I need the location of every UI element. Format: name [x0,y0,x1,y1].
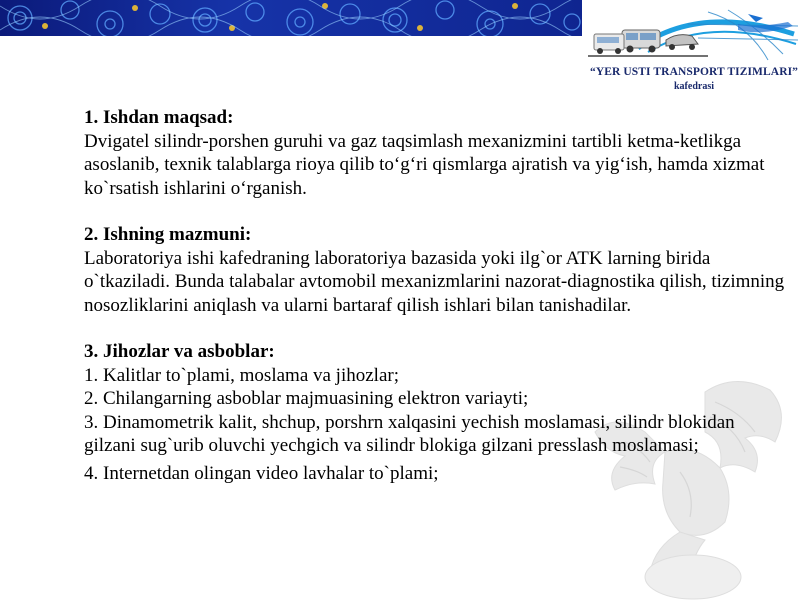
logo-subtitle: kafedrasi [674,81,714,92]
list-item: 3. Dinamometrik kalit, shchup, porshrn xalqasini yechish moslamasi, silindr blokidan gilzani sug`urib oluvchi yechgich va silindr blokiga gilzani presslash moslamasi; [84,411,735,456]
section-text: Dvigatel silindr-porshen guruhi va gaz taqsimlash mexanizmini tartibli ketma-ketlikga asoslanib, texnik talablarga rioya qilib to‘g‘ri qismlarga ajratish va yig‘ish, hamda xizmat ko`rsatish ishlarini o‘rganish. [84,130,765,199]
section-heading: 1. Ishdan maqsad: [84,107,234,128]
section-purpose [84,106,790,200]
list-item: 4. Internetdan olingan video lavhalar to`plami; [84,462,439,484]
department-logo [588,4,800,94]
decorative-banner [0,0,582,36]
list-item: 2. Chilangarning asboblar majmuasining elektron variayti; [84,388,529,409]
section-heading: 3. Jihozlar va asboblar: [84,341,275,362]
document-body [84,106,790,508]
section-equipment [84,340,790,485]
banner-ornament-icon [0,0,582,36]
section-text: Laboratoriya ishi kafedraning laboratoriya bazasida yoki ilg`or ATK larning birida o`tkaziladi. Bunda talabalar avtomobil mexanizmlarini nazorat-diagnostika qilish, tizimning nosozliklarini aniqlash va ularni bartaraf qilish ishlari bilan tanishadilar. [84,247,785,316]
logo-title: “YER USTI TRANSPORT TIZIMLARI” [589,66,799,78]
transport-logo-icon [588,4,800,66]
section-heading: 2. Ishning mazmuni: [84,224,252,245]
list-item: 1. Kalitlar to`plami, moslama va jihozlar; [84,364,399,386]
section-content [84,223,790,317]
